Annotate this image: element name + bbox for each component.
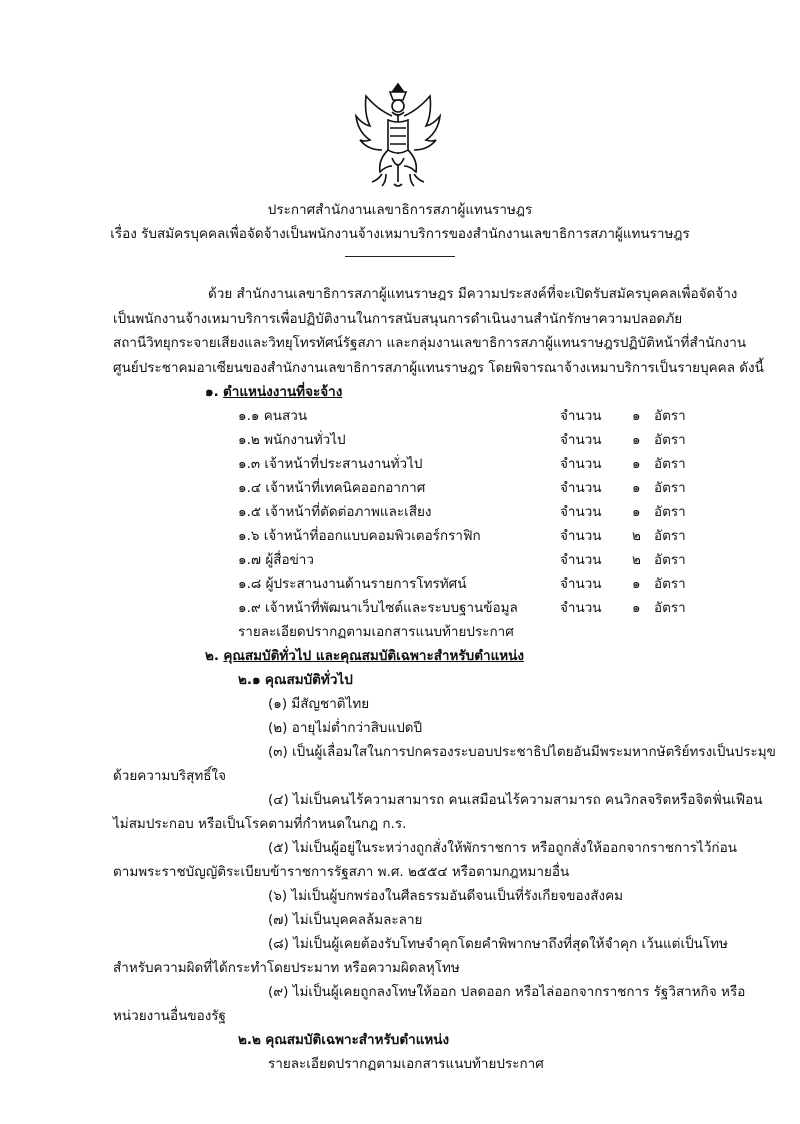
position-row xyxy=(238,548,686,572)
qualification-item: (๘) ไม่เป็นผู้เคยต้องรับโทษจำคุกโดยคำพิพากษาถึงที่สุดให้จำคุก เว้นแต่เป็นโทษ xyxy=(268,936,728,952)
position-row xyxy=(238,500,686,524)
intro-line: สถานีวิทยุกระจายเสียงและวิทยุโทรทัศน์รัฐสภา และกลุ่มงานเลขาธิการสภาผู้แทนราษฎรปฏิบัติหน้าที่สำนักงาน xyxy=(113,335,747,351)
position-unit: อัตรา xyxy=(654,504,686,520)
section-number: ๑. xyxy=(205,384,219,400)
position-unit: อัตรา xyxy=(654,480,686,496)
amount-label: จำนวน xyxy=(560,504,602,520)
qualification-item-continued: สำหรับความผิดที่ได้กระทำโดยประมาท หรือความผิดลหุโทษ xyxy=(113,960,460,976)
subsection-2-2-heading xyxy=(238,1028,449,1050)
qualification-item-continued: หน่วยงานอื่นของรัฐ xyxy=(113,1008,226,1024)
position-number: ๑.๙ xyxy=(238,600,261,616)
position-label: เจ้าหน้าที่ประสานงานทั่วไป xyxy=(264,456,423,472)
amount-label: จำนวน xyxy=(560,576,602,592)
position-number: ๑.๘ xyxy=(238,576,262,592)
position-unit: อัตรา xyxy=(654,552,686,568)
section-number: ๒. xyxy=(205,648,220,664)
position-unit: อัตรา xyxy=(654,408,686,424)
subsection-number: ๒.๒ xyxy=(238,1032,261,1048)
qualification-item: (๓) เป็นผู้เลื่อมใสในการปกครองระบอบประชาธิปไตยอันมีพระมหากษัตริย์ทรงเป็นประมุข xyxy=(268,744,776,760)
position-unit: อัตรา xyxy=(654,456,686,472)
position-row xyxy=(238,524,686,548)
qualification-item: (๙) ไม่เป็นผู้เคยถูกลงโทษให้ออก ปลดออก หรือไล่ออกจากราชการ รัฐวิสาหกิจ หรือ xyxy=(268,984,746,1000)
position-count: ๒ xyxy=(632,528,641,544)
announcement-title: ประกาศสำนักงานเลขาธิการสภาผู้แทนราษฎร xyxy=(267,202,533,218)
qualification-item: (๑) มีสัญชาติไทย xyxy=(268,696,370,712)
position-row xyxy=(238,476,686,500)
intro-line: เป็นพนักงานจ้างเหมาบริการเพื่อปฏิบัติงานในการสนับสนุนการดำเนินงานสำนักรักษาความปลอดภัย xyxy=(113,310,683,327)
position-count: ๒ xyxy=(632,552,641,568)
subsection-2-1-heading xyxy=(238,668,353,690)
position-unit: อัตรา xyxy=(654,528,686,544)
title-divider xyxy=(345,256,455,257)
position-number: ๑.๓ xyxy=(238,456,261,472)
position-number: ๑.๗ xyxy=(238,552,262,568)
position-label: พนักงานทั่วไป xyxy=(264,432,346,448)
position-unit: อัตรา xyxy=(654,576,686,592)
position-number: ๑.๕ xyxy=(238,504,262,520)
position-number: ๑.๒ xyxy=(238,432,260,448)
qualification-item: (๕) ไม่เป็นผู้อยู่ในระหว่างถูกสั่งให้พักราชการ หรือถูกสั่งให้ออกจากราชการไว้ก่อน xyxy=(268,840,737,856)
amount-label: จำนวน xyxy=(560,552,602,568)
positions-note: รายละเอียดปรากฏตามเอกสารแนบท้ายประกาศ xyxy=(238,624,514,640)
section-title: คุณสมบัติทั่วไป และคุณสมบัติเฉพาะสำหรับตำแหน่ง xyxy=(223,648,524,664)
intro-line: ศูนย์ประชาคมอาเซียนของสำนักงานเลขาธิการสภาผู้แทนราษฎร โดยพิจารณาจ้างเหมาบริการเป็นรายบุคคล ดังนี้ xyxy=(113,359,764,376)
position-row xyxy=(238,596,686,620)
subsection-title: คุณสมบัติเฉพาะสำหรับตำแหน่ง xyxy=(265,1032,450,1048)
qualification-item-continued: ไม่สมประกอบ หรือเป็นโรคตามที่กำหนดในกฎ ก.ร. xyxy=(113,816,407,832)
qualification-item: (๗) ไม่เป็นบุคคลล้มละลาย xyxy=(268,912,423,928)
position-number: ๑.๑ xyxy=(238,408,260,424)
qualification-item-continued: ตามพระราชบัญญัติระเบียบข้าราชการรัฐสภา พ.ศ. ๒๕๕๔ หรือตามกฎหมายอื่น xyxy=(113,864,570,880)
position-label: เจ้าหน้าที่เทคนิคออกอากาศ xyxy=(265,480,426,496)
subsection-number: ๒.๑ xyxy=(238,672,261,688)
qualification-item: (๔) ไม่เป็นคนไร้ความสามารถ คนเสมือนไร้ความสามารถ คนวิกลจริตหรือจิตฟั่นเฟือน xyxy=(268,792,763,808)
qualification-item: (๖) ไม่เป็นผู้บกพร่องในศีลธรรมอันดีจนเป็นที่รังเกียจของสังคม xyxy=(268,888,623,904)
position-count: ๑ xyxy=(632,456,641,472)
position-row xyxy=(238,428,686,452)
position-count: ๑ xyxy=(632,408,641,424)
position-number: ๑.๖ xyxy=(238,528,260,544)
position-label: เจ้าหน้าที่พัฒนาเว็บไซต์และระบบฐานข้อมูล xyxy=(265,600,518,616)
amount-label: จำนวน xyxy=(560,408,602,424)
section-title: ตำแหน่งงานที่จะจ้าง xyxy=(223,384,343,400)
intro-line: ด้วย สำนักงานเลขาธิการสภาผู้แทนราษฎร มีความประสงค์ที่จะเปิดรับสมัครบุคคลเพื่อจัดจ้าง xyxy=(208,286,738,302)
position-number: ๑.๔ xyxy=(238,480,262,496)
subsection-title: คุณสมบัติทั่วไป xyxy=(264,672,353,688)
amount-label: จำนวน xyxy=(560,528,602,544)
section-1-heading xyxy=(205,380,342,402)
amount-label: จำนวน xyxy=(560,456,602,472)
position-unit: อัตรา xyxy=(654,600,686,616)
amount-label: จำนวน xyxy=(560,432,602,448)
qualification-item-continued: ด้วยความบริสุทธิ์ใจ xyxy=(113,768,227,784)
position-row xyxy=(238,404,686,428)
position-label: เจ้าหน้าที่ออกแบบคอมพิวเตอร์กราฟิก xyxy=(263,528,481,544)
position-label: คนสวน xyxy=(263,408,308,424)
section-2-heading xyxy=(205,644,524,666)
intro-paragraph xyxy=(113,282,764,380)
announcement-subject: เรื่อง รับสมัครบุคคลเพื่อจัดจ้างเป็นพนักงานจ้างเหมาบริการของสำนักงานเลขาธิการสภาผู้แทนราษฎร xyxy=(110,226,690,242)
position-label: เจ้าหน้าที่ตัดต่อภาพและเสียง xyxy=(265,504,432,520)
position-row xyxy=(238,452,686,476)
subsection-2-2-text: รายละเอียดปรากฏตามเอกสารแนบท้ายประกาศ xyxy=(268,1056,544,1072)
position-label: ผู้สื่อข่าว xyxy=(265,552,314,568)
amount-label: จำนวน xyxy=(560,600,602,616)
position-label: ผู้ประสานงานด้านรายการโทรทัศน์ xyxy=(265,576,467,592)
position-row xyxy=(238,572,686,596)
position-count: ๑ xyxy=(632,504,641,520)
amount-label: จำนวน xyxy=(560,480,602,496)
position-count: ๑ xyxy=(632,600,641,616)
qualification-item: (๒) อายุไม่ต่ำกว่าสิบแปดปี xyxy=(268,720,423,736)
position-count: ๑ xyxy=(632,480,641,496)
position-count: ๑ xyxy=(632,432,641,448)
garuda-emblem-icon xyxy=(352,80,444,190)
position-unit: อัตรา xyxy=(654,432,686,448)
position-count: ๑ xyxy=(632,576,641,592)
